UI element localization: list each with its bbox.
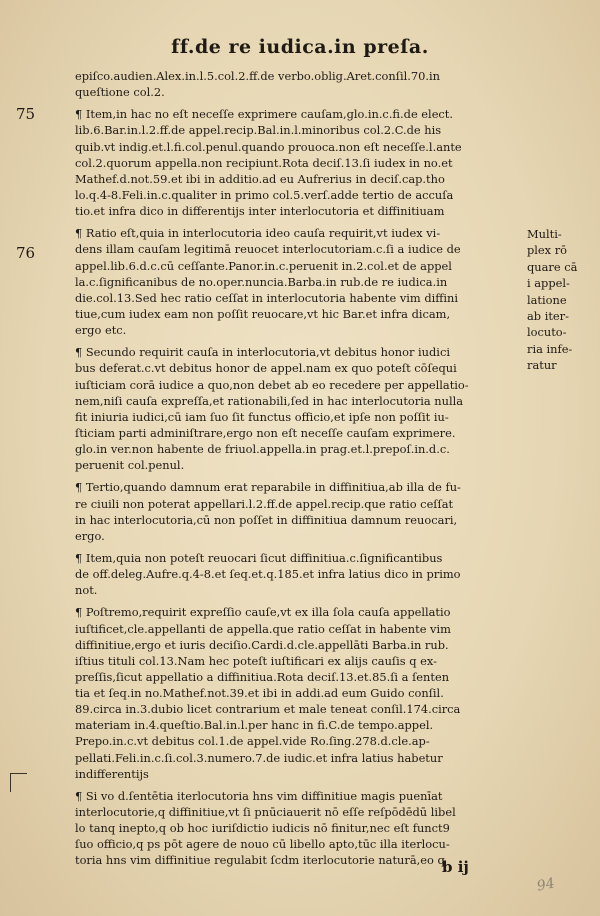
text-line: tio.et infra dico in differentijs inter interlocutoria et diffinitiuam [75, 204, 445, 219]
paragraph [75, 788, 520, 869]
text-line: diffinitiue,ergo et iuris deciſio.Cardi.d.cle.appellāti Barba.in rub. [75, 637, 449, 652]
text-line: ¶ Tertio,quando damnum erat reparabile in diffinitiua,ab illa de fu- [75, 480, 461, 495]
sidenote-line: locuto- [527, 325, 567, 340]
text-line: ¶ Secundo requirit cauſa in interlocutoria,vt debitus honor iudici [75, 345, 450, 360]
sidenote-line: quare cā [527, 259, 578, 274]
paragraph [75, 604, 520, 782]
text-line: indifferentijs [75, 766, 149, 781]
text-line: glo.in ver.non habente de friuol.appella.in prag.et.l.prepoſ.in.d.c. [75, 442, 450, 457]
text-line: interlocutorie,q diffinitiue,vt ſi pnūciauerit nō eſſe reſpōdēdū libel [75, 805, 456, 820]
paragraph [75, 550, 520, 598]
text-line: iſtius tituli col.13.Nam hec poteſt iuſtificari ex alijs cauſis q ex- [75, 653, 437, 668]
text-line: ¶ Item,quia non poteſt reuocari ſicut diffinitiua.c.ſignificantibus [75, 550, 443, 565]
paragraph [75, 225, 520, 338]
text-line: ¶ Item,in hac no eſt neceſſe exprimere cauſam,glo.in.c.fi.de elect. [75, 107, 454, 122]
text-line: de off.deleg.Aufre.q.4-8.et ſeq.et.q.185.et infra latius dico in primo [75, 567, 461, 582]
text-line: ¶ Poſtremo,requirit expreſſio cauſe,vt ex illa ſola cauſa appellatio [75, 605, 451, 620]
text-line: ¶ Ratio eſt,quia in interlocutoria ideo cauſa requirit,vt iudex vi- [75, 226, 441, 241]
text-line: Mathef.d.not.59.et ibi in additio.ad eu Aufrerius in deciſ.cap.tho [75, 171, 445, 186]
paragraph [75, 479, 520, 544]
text-line: in hac interlocutoria,cū non poſſet in diffinitiua damnum reuocari, [75, 512, 458, 527]
text-line: appel.lib.6.d.c.cū ceſſante.Panor.in.c.peruenit in.2.col.et de appel [75, 258, 452, 273]
text-line: not. [75, 583, 98, 598]
pencil-annotation: 94 [535, 875, 557, 895]
text-line: 89.circa in.3.dubio licet contrarium et male teneat conſil.174.circa [75, 702, 461, 717]
text-line: fit iniuria iudici,cū iam ſuo ſit functus officio,et ipſe non poſſit iu- [75, 409, 449, 424]
text-line: la.c.ſignificanibus de no.oper.nuncia.Barba.in rub.de re iudica.in [75, 274, 448, 289]
text-line: Prepo.in.c.vt debitus col.1.de appel.vide Ro.ſing.278.d.cle.ap- [75, 734, 430, 749]
sidenote-line: ratur [527, 358, 557, 373]
text-line: dens illam cauſam legitimā reuocet interlocutoriam.c.ſi a iudice de [75, 242, 461, 257]
sidenote-line: Multi- [527, 227, 562, 241]
paragraph [75, 106, 520, 219]
paragraph [75, 344, 520, 473]
text-line: lo.q.4-8.Feli.in.c.qualiter in primo col.5.verſ.adde tertio de accuſa [75, 187, 454, 202]
text-line: pellati.Feli.in.c.ſi.col.3.numero.7.de iudic.et infra latius habetur [75, 750, 443, 765]
sidenote-line: ab iter- [527, 309, 569, 324]
text-line: nem,niſi cauſa expreſſa,et rationabili,ſed in hac interlocutoria nulla [75, 393, 464, 408]
text-line: bus deferat.c.vt debitus honor de appel.nam ex quo poteſt cōſequi [75, 361, 457, 376]
text-line: peruenit col.penul. [75, 458, 185, 473]
text-line: ¶ Si vo d.ſentētia iterlocutoria hns vim diffinitiue magis puenīat [75, 788, 443, 803]
margin-bracket-mark [10, 773, 27, 792]
text-line: quib.vt indig.et.l.fi.col.penul.quando prouoca.non eſt neceſſe.l.ante [75, 139, 462, 154]
text-line: tia et ſeq.in no.Mathef.not.39.et ibi in addi.ad eum Guido conſil. [75, 686, 444, 701]
running-header: ff.de re iudica.in preſa. [171, 36, 429, 58]
text-line: re ciuili non poterat appellari.l.2.ff.de appel.recip.que ratio ceſſat [75, 496, 454, 511]
text-line: materiam in.4.queſtio.Bal.in.l.per hanc in fi.C.de tempo.appel. [75, 718, 434, 733]
sidenote-line: i appel- [527, 276, 570, 291]
main-text-column [75, 68, 520, 869]
text-line: tiue,cum iudex eam non poſſit reuocare,vt hic Bar.et infra dicam, [75, 306, 451, 321]
text-line: lib.6.Bar.in.l.2.ff.de appel.recip.Bal.in.l.minoribus col.2.C.de his [75, 123, 442, 138]
text-line: lo tanq inepto,q ob hoc iuriſdictio iudicis nō finitur,nec eſt funct9 [75, 821, 450, 836]
text-line: queſtione col.2. [75, 85, 165, 100]
text-line: iuſtificet,cle.appellanti de appella.que ratio ceſſat in habente vim [75, 621, 451, 636]
text-line: iuſticiam corā iudice a quo,non debet ab eo recedere per appellatio- [75, 377, 469, 392]
margin-number-76: 76 [16, 244, 36, 262]
marginal-note [527, 226, 593, 374]
text-line: preſſis,ſicut appellatio a diffinitiua.Rota deciſ.13.et.85.ſi a ſenten [75, 669, 450, 684]
paragraph [75, 68, 520, 100]
text-line: epiſco.audien.Alex.in.l.5.col.2.ff.de verbo.oblig.Aret.conſil.70.in [75, 69, 440, 83]
text-line: col.2.quorum appella.non recipiunt.Rota deciſ.13.ſi iudex in no.et [75, 155, 453, 170]
text-line: die.col.13.Sed hec ratio ceſſat in interlocutoria habente vim diffini [75, 290, 458, 305]
margin-number-75: 75 [16, 105, 36, 123]
text-line: toria hns vim diffinitiue regulabit ſcdm iterlocutorie naturā,eo q [75, 853, 445, 868]
text-line: ſticiam parti adminiſtrare,ergo non eſt neceſſe cauſam exprimere. [75, 425, 456, 440]
sidenote-line: ria infe- [527, 341, 573, 356]
text-line: ergo etc. [75, 323, 127, 338]
text-line: ſuo officio,q ps pōt agere de nouo cū libello apto,tūc illa iterlocu- [75, 837, 450, 852]
signature-mark: b ij [442, 858, 469, 876]
sidenote-line: latione [527, 292, 567, 307]
text-line: ergo. [75, 528, 105, 543]
sidenote-line: plex rō [527, 243, 568, 258]
